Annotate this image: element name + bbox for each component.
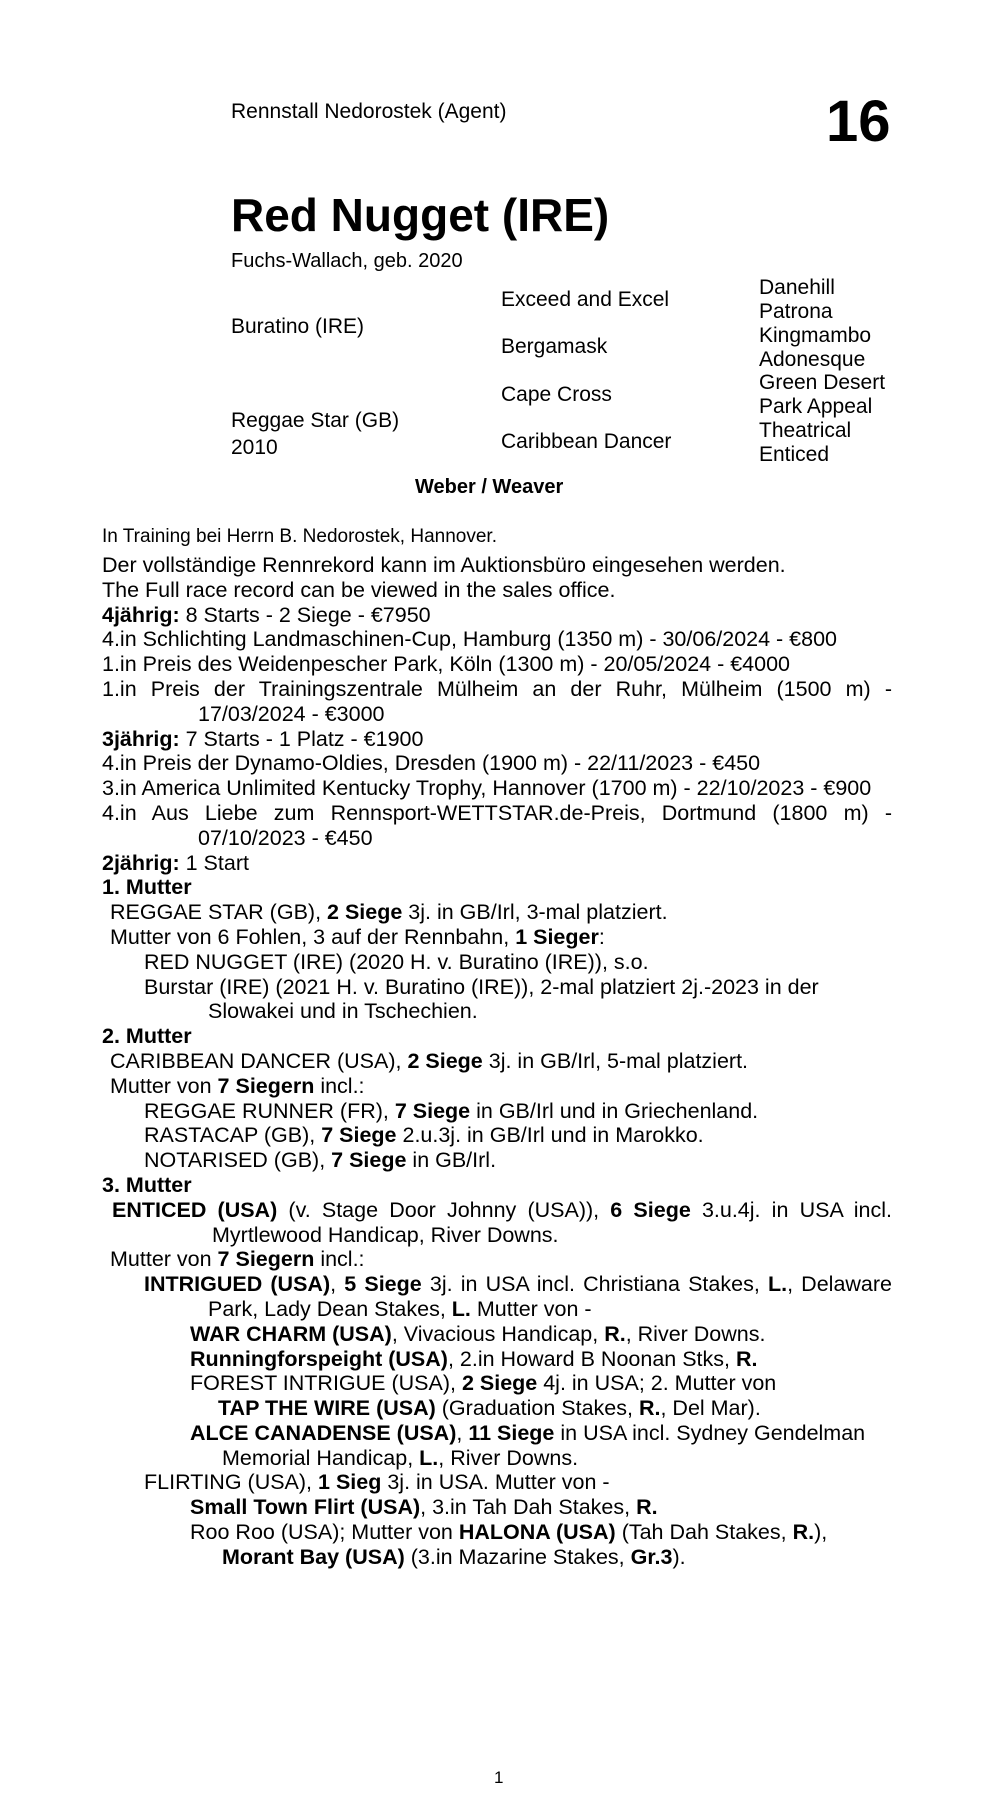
foal-line: Burstar (IRE) (2021 H. v. Buratino (IRE)), 2-mal platziert 2j.-2023 in der Slowakei und in Tschechien. [144, 974, 819, 1024]
gen3-8: Enticed [759, 443, 830, 466]
third-dam-produce: Mutter von 7 Siegern incl.: [110, 1247, 365, 1272]
gen3-2: Patrona [759, 300, 833, 323]
race-record [102, 553, 892, 875]
breeder: Weber / Weaver [415, 476, 564, 498]
page-number: 1 [494, 1768, 504, 1787]
race-line: 1.in Preis der Trainingszentrale Mülheim an der Ruhr, Mülheim (1500 m) - 17/03/2024 - €3000 [102, 676, 892, 726]
descendant-line: Runningforspeight (USA), 2.in Howard B Noonan Stks, R. [190, 1346, 758, 1371]
descendant-line: FOREST INTRIGUE (USA), 2 Siege 4j. in USA; 2. Mutter von [190, 1371, 777, 1396]
lot-number: 16 [826, 89, 891, 154]
foal-line: FLIRTING (USA), 1 Sieg 3j. in USA. Mutter von - [144, 1470, 610, 1495]
agent-name: Rennstall Nedorostek (Agent) [231, 100, 507, 123]
horse-description: Fuchs-Wallach, geb. 2020 [231, 250, 463, 272]
gen3-6: Park Appeal [759, 395, 873, 418]
first-dam-produce: Mutter von 6 Fohlen, 3 auf der Rennbahn, 1 Sieger: [110, 924, 605, 949]
second-dam-heading: 2. Mutter [102, 1024, 192, 1049]
second-dam-section [102, 1024, 892, 1173]
race-line: 4.in Aus Liebe zum Rennsport-WETTSTAR.de-Preis, Dortmund (1800 m) - 07/10/2023 - €450 [102, 800, 892, 850]
descendant-line: ALCE CANADENSE (USA), 11 Siege in USA incl. Sydney Gendelman Memorial Handicap, L., River Downs. [190, 1420, 866, 1470]
record-note-en: The Full race record can be viewed in the sales office. [102, 577, 616, 602]
third-dam-line: ENTICED (USA) (v. Stage Door Johnny (USA)), 6 Siege 3.u.4j. in USA incl. Myrtlewood Handicap, River Downs. [112, 1197, 892, 1247]
second-dam-line: CARIBBEAN DANCER (USA), 2 Siege 3j. in GB/Irl, 5-mal platziert. [110, 1048, 749, 1073]
age2-summary: 2jährig: 1 Start [102, 850, 249, 875]
foal-line: NOTARISED (GB), 7 Siege in GB/Irl. [144, 1148, 497, 1173]
descendant-line: WAR CHARM (USA), Vivacious Handicap, R., River Downs. [190, 1321, 766, 1346]
dam-dam: Caribbean Dancer [501, 430, 672, 453]
gen3-5: Green Desert [759, 371, 886, 394]
sire: Buratino (IRE) [231, 315, 365, 338]
race-line: 1.in Preis des Weidenpescher Park, Köln (1300 m) - 20/05/2024 - €4000 [102, 652, 790, 677]
sire-dam: Bergamask [501, 335, 608, 358]
dam-sire: Cape Cross [501, 383, 612, 406]
gen3-1: Danehill [759, 276, 835, 299]
gen3-7: Theatrical [759, 419, 852, 442]
race-line: 4.in Preis der Dynamo-Oldies, Dresden (1900 m) - 22/11/2023 - €450 [102, 751, 761, 776]
foal-line: REGGAE RUNNER (FR), 7 Siege in GB/Irl und in Griechenland. [144, 1098, 759, 1123]
first-dam-heading: 1. Mutter [102, 875, 192, 900]
descendant-line: Roo Roo (USA); Mutter von HALONA (USA) (Tah Dah Stakes, R.), Morant Bay (USA) (3.in Mazarine Stakes, Gr.3). [190, 1520, 828, 1569]
sire-sire: Exceed and Excel [501, 288, 670, 311]
foal-line: RASTACAP (GB), 7 Siege 2.u.3j. in GB/Irl und in Marokko. [144, 1123, 704, 1148]
training-info: In Training bei Herrn B. Nedorostek, Hannover. [102, 526, 497, 547]
race-line: 4.in Schlichting Landmaschinen-Cup, Hamburg (1350 m) - 30/06/2024 - €800 [102, 627, 838, 652]
gen3-3: Kingmambo [759, 324, 872, 347]
race-line: 3.in America Unlimited Kentucky Trophy, Hannover (1700 m) - 22/10/2023 - €900 [102, 776, 872, 801]
dam-year: 2010 [231, 436, 278, 459]
gen3-4: Adonesque [759, 348, 866, 371]
age4-summary: 4jährig: 8 Starts - 2 Siege - €7950 [102, 602, 431, 627]
foal-line: RED NUGGET (IRE) (2020 H. v. Buratino (IRE)), s.o. [144, 949, 649, 974]
foal-line: INTRIGUED (USA), 5 Siege 3j. in USA incl. Christiana Stakes, L., Delaware Park, Lady Dean Stakes, L. Mutter von - [144, 1272, 893, 1321]
dam: Reggae Star (GB) [231, 409, 400, 432]
second-dam-produce: Mutter von 7 Siegern incl.: [110, 1073, 365, 1098]
horse-name: Red Nugget (IRE) [231, 189, 610, 241]
first-dam-line: REGGAE STAR (GB), 2 Siege 3j. in GB/Irl, 3-mal platziert. [110, 900, 668, 925]
age3-summary: 3jährig: 7 Starts - 1 Platz - €1900 [102, 726, 424, 751]
descendant-line: Small Town Flirt (USA), 3.in Tah Dah Stakes, R. [190, 1495, 658, 1520]
catalogue-body [102, 525, 892, 1570]
first-dam-section [102, 875, 892, 1024]
record-note-de: Der vollständige Rennrekord kann im Auktionsbüro eingesehen werden. [102, 553, 786, 577]
descendant-line: TAP THE WIRE (USA) (Graduation Stakes, R., Del Mar). [218, 1396, 761, 1421]
third-dam-heading: 3. Mutter [102, 1172, 192, 1197]
third-dam-section [102, 1173, 892, 1570]
